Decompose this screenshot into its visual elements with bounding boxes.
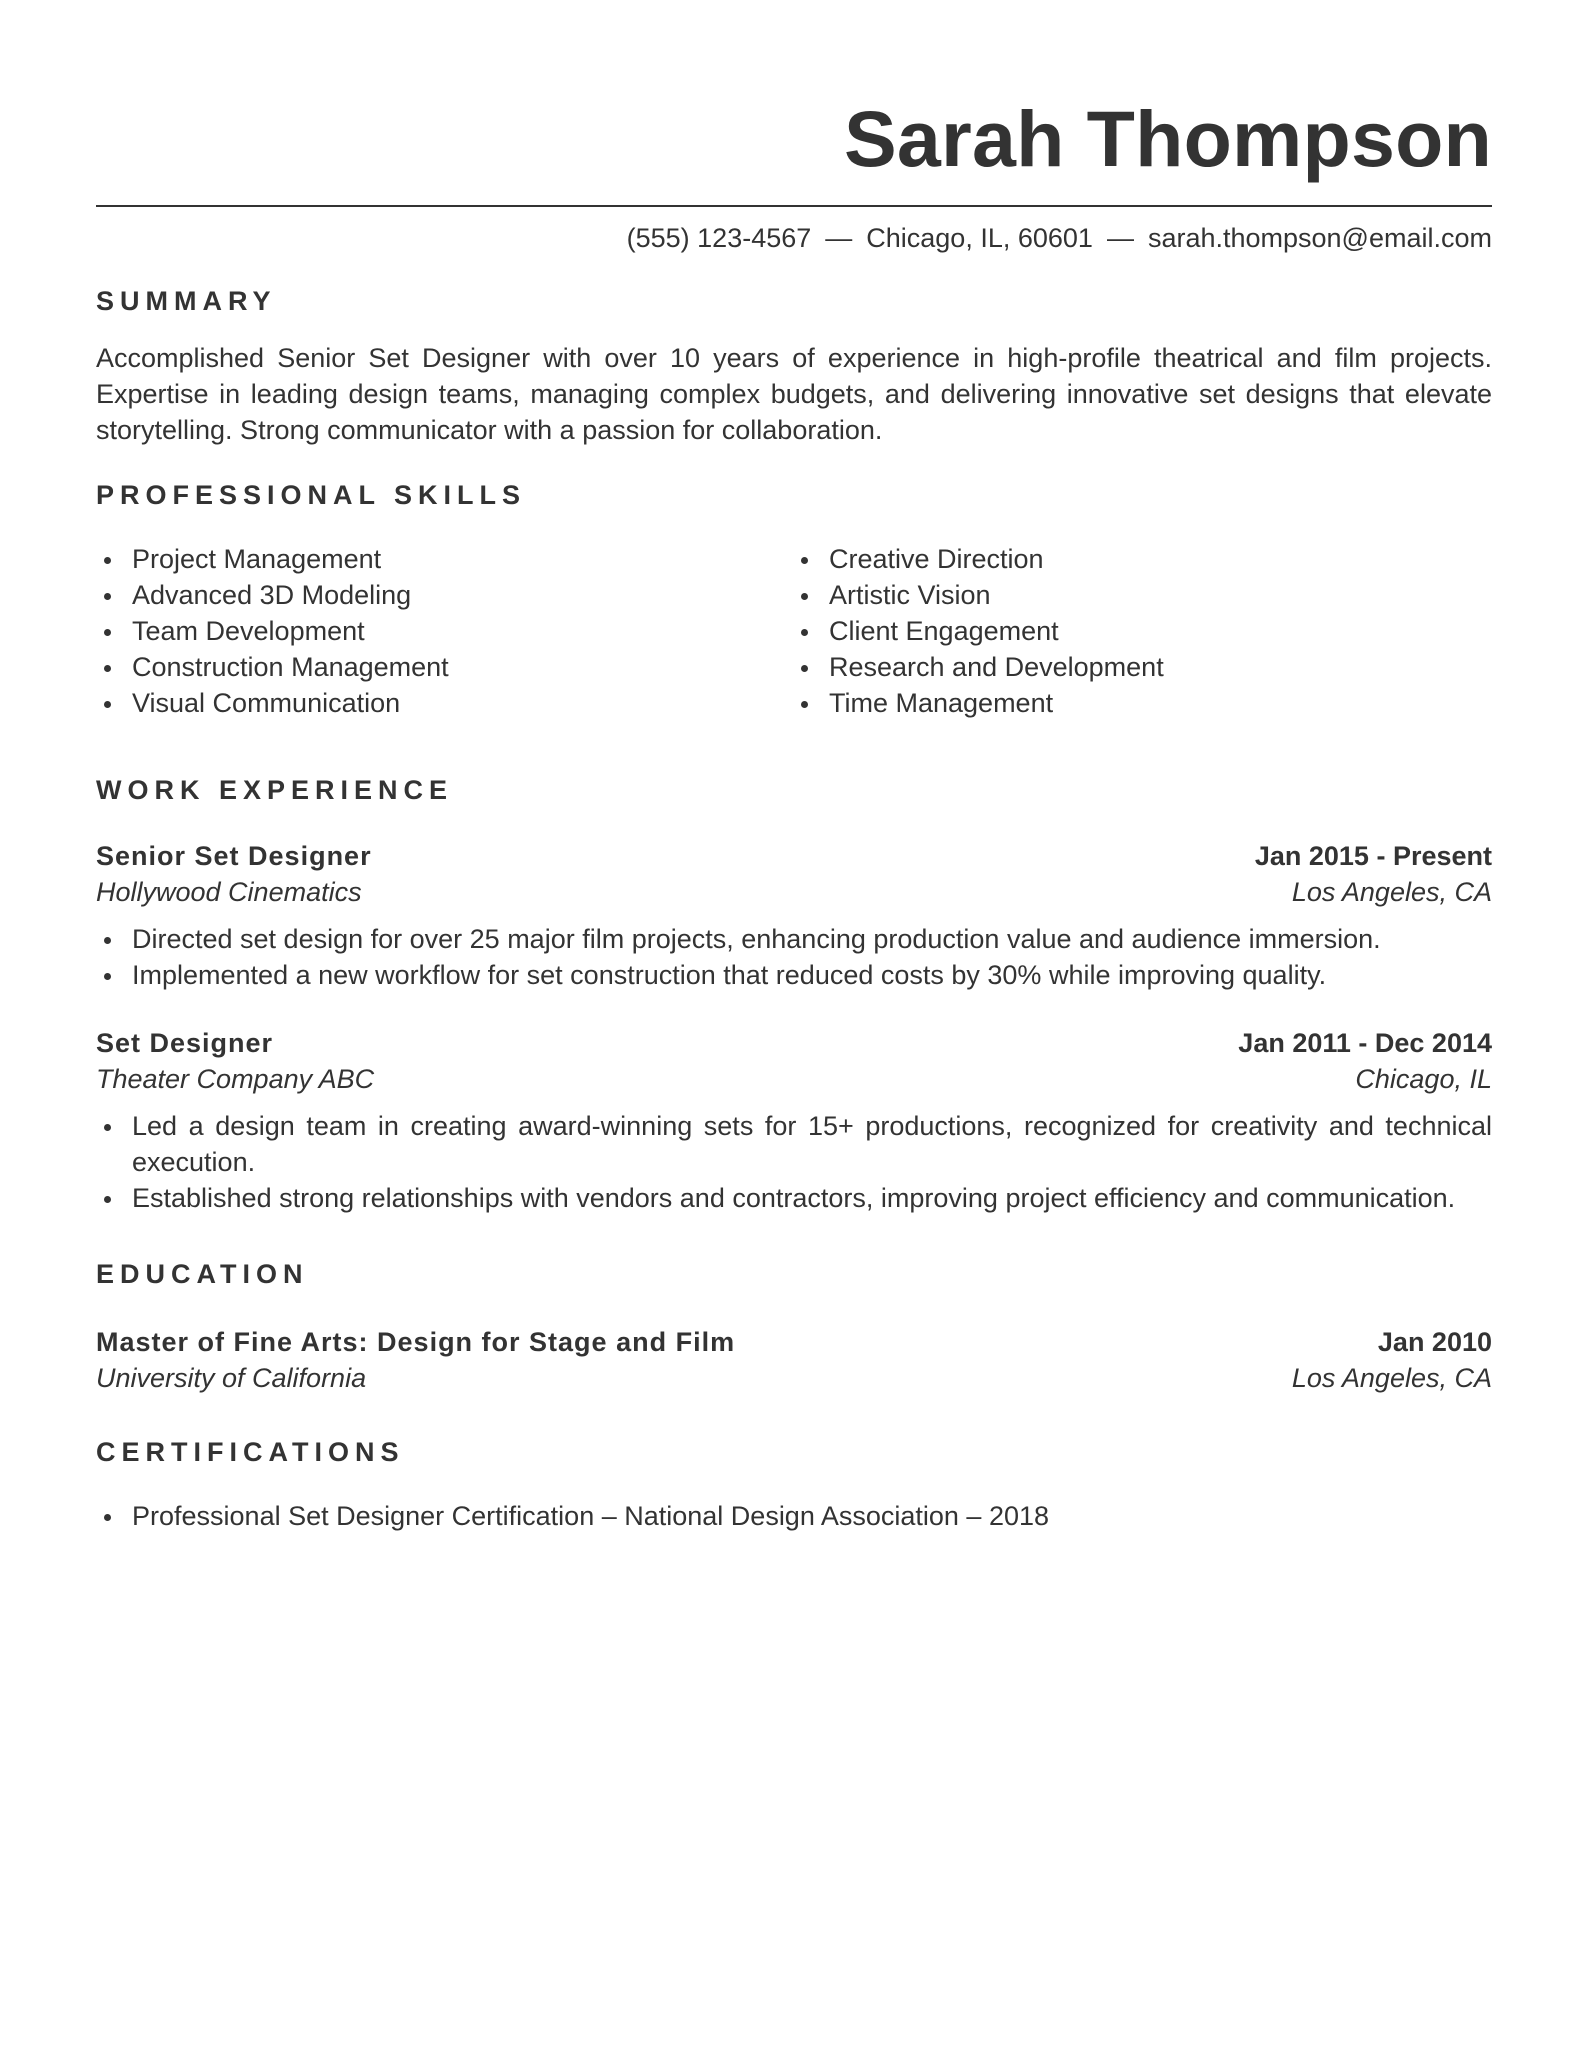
- contact-separator: —: [1106, 223, 1134, 253]
- contact-phone: (555) 123-4567: [626, 223, 812, 253]
- job-dates: Jan 2011 - Dec 2014: [1238, 1028, 1492, 1058]
- contact-separator: —: [825, 223, 853, 253]
- job-bullet: Established strong relationships with vendors and contractors, improving project efficiency and communication.: [96, 1180, 1492, 1216]
- certifications-list: [96, 1498, 1492, 1534]
- summary-heading: SUMMARY: [96, 286, 277, 316]
- header-divider: [96, 205, 1492, 207]
- skill-item: Team Development: [96, 613, 793, 649]
- school-name: University of California: [96, 1363, 367, 1393]
- contact-line: [96, 221, 1492, 255]
- skill-item: Time Management: [793, 685, 1490, 721]
- skill-item: Client Engagement: [793, 613, 1490, 649]
- skill-item: Creative Direction: [793, 541, 1490, 577]
- job-bullet: Implemented a new workflow for set construction that reduced costs by 30% while improving quality.: [96, 957, 1492, 993]
- job-bullets: [96, 1108, 1492, 1216]
- job-dates: Jan 2015 - Present: [1254, 841, 1492, 871]
- job-bullet: Led a design team in creating award-winning sets for 15+ productions, recognized for creativity and technical execution.: [96, 1108, 1492, 1180]
- skills-heading: PROFESSIONAL SKILLS: [96, 480, 527, 510]
- degree-title: Master of Fine Arts: Design for Stage and Film: [96, 1327, 736, 1357]
- job-title: Set Designer: [96, 1028, 274, 1058]
- job-bullet: Directed set design for over 25 major film projects, enhancing production value and audience immersion.: [96, 921, 1492, 957]
- job-bullets: [96, 921, 1492, 993]
- skills-list: [96, 541, 1492, 721]
- resume-page: [96, 0, 1492, 1534]
- job-company: Hollywood Cinematics: [96, 877, 362, 907]
- skill-item: Advanced 3D Modeling: [96, 577, 793, 613]
- education-entry: [96, 1324, 1492, 1396]
- skill-item: Artistic Vision: [793, 577, 1490, 613]
- job-location: Los Angeles, CA: [1291, 877, 1492, 907]
- summary-text: Accomplished Senior Set Designer with over 10 years of experience in high-profile theatrical and film projects. Expertise in leading design teams, managing complex budgets, and delivering innovative set designs that elevate storytelling. Strong communicator with a passion for collaboration.: [96, 343, 1492, 445]
- job-entry: [96, 838, 1492, 993]
- skill-item: Research and Development: [793, 649, 1490, 685]
- candidate-name: Sarah Thompson: [843, 94, 1492, 183]
- job-title: Senior Set Designer: [96, 841, 372, 871]
- contact-location: Chicago, IL, 60601: [866, 223, 1093, 253]
- skill-item: Project Management: [96, 541, 793, 577]
- job-company: Theater Company ABC: [96, 1064, 375, 1094]
- skill-item: Construction Management: [96, 649, 793, 685]
- education-heading: EDUCATION: [96, 1259, 309, 1289]
- skills-column-right: [793, 541, 1490, 721]
- job-location: Chicago, IL: [1355, 1064, 1492, 1094]
- work-experience-heading: WORK EXPERIENCE: [96, 775, 454, 805]
- certification-item: Professional Set Designer Certification – National Design Association – 2018: [96, 1498, 1492, 1534]
- skill-item: Visual Communication: [96, 685, 793, 721]
- school-location: Los Angeles, CA: [1291, 1363, 1492, 1393]
- contact-email[interactable]: sarah.thompson@email.com: [1147, 223, 1492, 253]
- certifications-heading: CERTIFICATIONS: [96, 1437, 405, 1467]
- degree-date: Jan 2010: [1377, 1327, 1492, 1357]
- skills-column-left: [96, 541, 793, 721]
- job-entry: [96, 1025, 1492, 1216]
